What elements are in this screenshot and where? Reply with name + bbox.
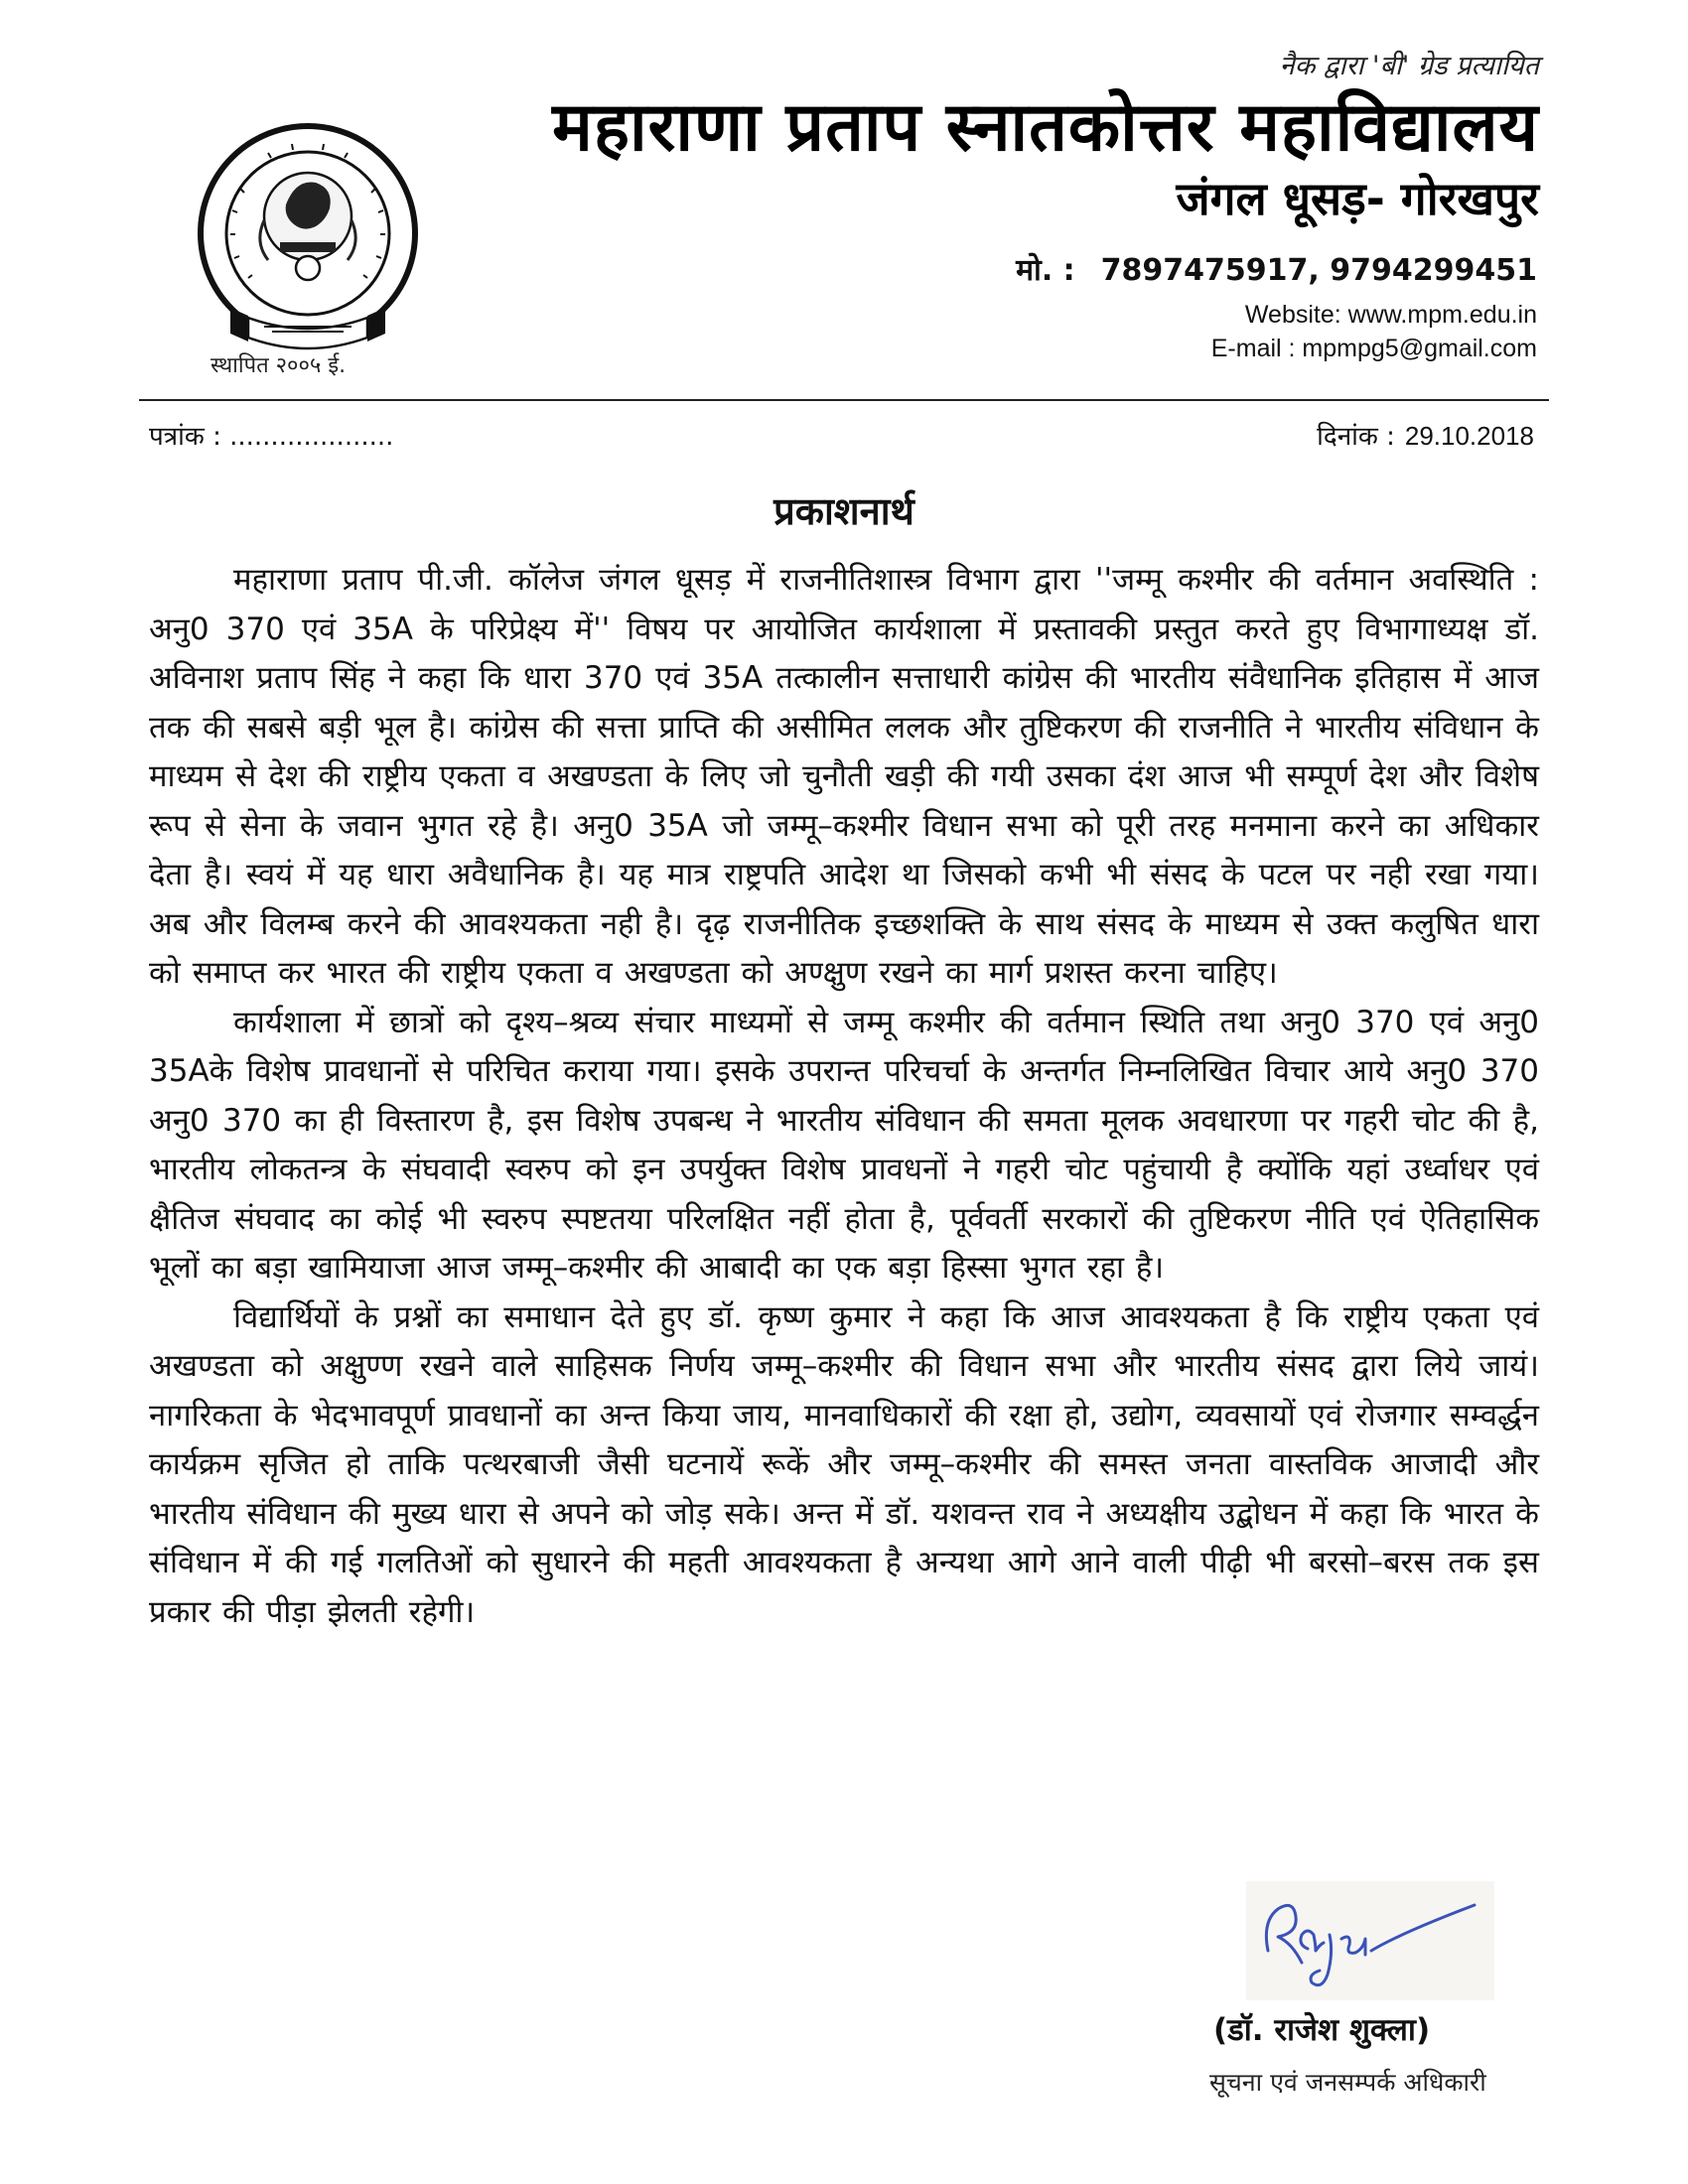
college-seal-logo [189,119,427,357]
phone-label: मो. : [1016,253,1075,288]
signatory-name: (डॉ. राजेश शुक्ला) [1213,2012,1431,2048]
website-link[interactable]: Website: www.mpm.edu.in [1244,301,1537,329]
established-year: स्थापित २००५ ई. [211,353,347,378]
accreditation-note: नैक द्वारा 'बी' ग्रेड प्रत्यायित [1279,51,1539,81]
email-link[interactable]: E-mail : mpmpg5@gmail.com [1210,335,1537,362]
body-paragraph: विद्यार्थियों के प्रश्नों का समाधान देते हुए डॉ. कृष्ण कुमार ने कहा कि आज आवश्यकता है कि राष्ट्रीय एकता एवं अखण्डता को अक्षुण्ण रखने वाले साहिसक निर्णय जम्मू–कश्मीर की विधान सभा और भारतीय संसद द्वारा लिये जायं। नागरिकता के भेदभावपूर्ण प्रावधानों का अन्त किया जाय, मानवाधिकारों की रक्षा हो, उद्योग, व्यवसायों एवं रोजगार सम्वर्द्धन कार्यक्रम सृजित हो ताकि पत्थरबाजी जैसी घटनायें रूकें और जम्मू–कश्मीर की समस्त जनता वास्तविक आजादी और भारतीय संविधान की मुख्य धारा से अपने को जोड़ सके। अन्त में डॉ. यशवन्त राव ने अध्यक्षीय उद्बोधन में कहा कि भारत के संविधान में की गई गलतिओं को सुधारने की महती आवश्यकता है अन्यथा आगे आने वाली पीढ़ी भी बरसो–बरस तक इस प्रकार की पीड़ा झेलती रहेगी। [149,1298,1539,1630]
header-divider [139,399,1549,401]
press-release-body [149,556,1539,1637]
body-paragraph: महाराणा प्रताप पी.जी. कॉलेज जंगल धूसड़ में राजनीतिशास्त्र विभाग द्वारा ''जम्मू कश्मीर की वर्तमान अवस्थिति : अनु0 370 एवं 35A के परिप्रेक्ष्य में'' विषय पर आयोजित कार्यशाला में प्रस्तावकी प्रस्तुत करते हुए विभागाध्यक्ष डॉ. अविनाश प्रताप सिंह ने कहा कि धारा 370 एवं 35A तत्कालीन सत्ताधारी कांग्रेस की भारतीय संवैधानिक इतिहास में आज तक की सबसे बड़ी भूल है। कांग्रेस की सत्ता प्राप्ति की असीमित ललक और तुष्टिकरण की राजनीति ने भारतीय संविधान के माध्यम से देश की राष्ट्रीय एकता व अखण्डता के लिए जो चुनौती खड़ी की गयी उसका दंश आज भी सम्पूर्ण देश और विशेष रूप से सेना के जवान भुगत रहे है। अनु0 35A जो जम्मू–कश्मीर विधान सभा को पूरी तरह मनमाना करने का अधिकार देता है। स्वयं में यह धारा अवैधानिक है। यह मात्र राष्ट्रपति आदेश था जिसको कभी भी संसद के पटल पर नही रखा गया। अब और विलम्ब करने की आवश्यकता नही है। दृढ़ राजनीतिक इच्छशक्ति के साथ संसद के माध्यम से उक्त कलुषित धारा को समाप्त कर भारत की राष्ट्रीय एकता व अखण्डता को अण्क्षुण रखने का मार्ग प्रशस्त करना चाहिए। [149,562,1539,991]
college-name: महाराणा प्रताप स्नातकोत्तर महाविद्यालय [552,88,1539,167]
date-value: 29.10.2018 [1404,421,1534,451]
body-paragraph: कार्यशाला में छात्रों को दृश्य–श्रव्य संचार माध्यमों से जम्मू कश्मीर की वर्तमान स्थिति तथा अनु0 370 एवं अनु0 35Aके विशेष प्रावधानों से परिचित कराया गया। इसके उपरान्त परिचर्चा के अन्तर्गत निम्नलिखित विचार आये अनु0 370 अनु0 370 का ही विस्तारण है, इस विशेष उपबन्ध ने भारतीय संविधान की समता मूलक अवधारणा पर गहरी चोट की है, भारतीय लोकतन्त्र के संघवादी स्वरुप को इन उपर्युक्त विशेष प्रावधनों ने गहरी चोट पहुंचायी है क्योंकि यहां उर्ध्वाधर एवं क्षैतिज संघवाद का कोई भी स्वरुप स्पष्टतया परिलक्षित नहीं होता है, पूर्ववर्ती सरकारों की तुष्टिकरण नीति एवं ऐतिहासिक भूलों का बड़ा खामियाजा आज जम्मू–कश्मीर की आबादी का एक बड़ा हिस्सा भुगत रहा है। [149,1004,1539,1286]
signature-area [1246,1881,1494,2000]
phone-numbers: 7897475917, 9794299451 [1100,253,1537,288]
reference-number: पत्रांक : .................... [149,422,394,452]
date-line [1317,417,1534,453]
handwritten-signature [1246,1881,1494,2000]
phone-line [1016,248,1537,289]
document-title: प्रकाशनार्थ [774,489,914,533]
college-location: जंगल धूसड़- गोरखपुर [1176,172,1539,225]
date-label: दिनांक : [1317,422,1395,452]
signatory-title: सूचना एवं जनसम्पर्क अधिकारी [1209,2068,1486,2097]
